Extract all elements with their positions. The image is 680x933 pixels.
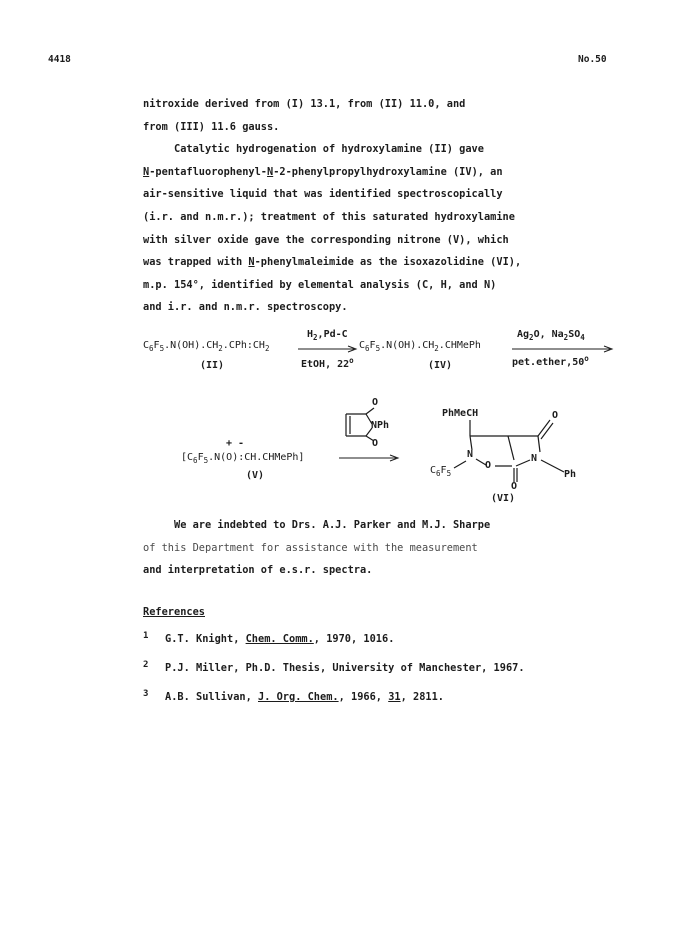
maleimide-carbonyl-bottom: O	[372, 438, 379, 449]
locant-N: N	[143, 165, 150, 178]
reference-journal: J. Org. Chem.	[258, 691, 339, 703]
reference-number: 3	[143, 689, 149, 699]
maleimide-carbonyl-top: O	[372, 397, 379, 408]
isoxazolidine-framework	[454, 420, 564, 482]
reference-1	[143, 631, 394, 645]
reference-authors: A.B. Sullivan,	[165, 691, 258, 703]
text-line: We are indebted to Drs. A.J. Parker and M.J. Sharpe	[143, 519, 491, 531]
text-line: (i.r. and n.m.r.); treatment of this saturated hydroxylamine	[143, 210, 515, 223]
text-line-underlined: N-pentafluorophenyl-N-2-phenylpropylhydroxylamine (IV), an	[143, 165, 503, 178]
reference-journal: Chem. Comm.	[245, 633, 314, 645]
reagent-1-top: $H_2,Pd-C$	[307, 329, 348, 342]
VI-ring-O: O	[485, 460, 492, 471]
VI-C6F5: $C_6F_5$	[430, 465, 452, 478]
text-line: m.p. 154°, identified by elemental analysis (C, H, and N)	[143, 278, 497, 291]
maleimide-NPh: NPh	[371, 420, 390, 431]
text-line: of this Department for assistance with the measurement	[143, 541, 478, 554]
compound-II-label: (II)	[200, 360, 225, 371]
text-line: Catalytic hydrogenation of hydroxylamine (II) gave	[143, 143, 484, 156]
body-paragraph-2	[143, 514, 583, 582]
compound-II-formula: $C_6F_5.N(OH).CH_2.CPh:CH_2$	[143, 340, 270, 353]
maleimide-ring	[346, 408, 374, 441]
VI-carbonyl-O-right: O	[552, 410, 559, 421]
VI-carbonyl-O-bottom: O	[511, 481, 518, 492]
text-line: from (III) 11.6 gauss.	[143, 120, 280, 133]
VI-substituent-PhMeCH: PhMeCH	[442, 408, 479, 419]
locant-N: N	[248, 256, 255, 269]
compound-IV-formula: $C_6F_5.N(OH).CH_2.CHMePh$	[359, 340, 481, 353]
reference-details: , 1970, 1016.	[313, 633, 395, 645]
reference-2	[143, 660, 525, 674]
text-line-underlined: was trapped with N-phenylmaleimide as the isoxazolidine (VI),	[143, 256, 522, 269]
reference-pages: , 2811.	[400, 691, 445, 703]
journal-issue: No.50	[578, 54, 607, 65]
compound-V-label: (V)	[246, 470, 265, 481]
page-number: 4418	[48, 54, 71, 65]
reagent-1-bottom: EtOH, 22$^o$	[301, 356, 354, 370]
reference-number: 1	[143, 631, 149, 641]
VI-ring-N-left: N	[467, 449, 474, 460]
text-line: with silver oxide gave the corresponding nitrone (V), which	[143, 233, 509, 246]
text-line: and interpretation of e.s.r. spectra.	[143, 564, 373, 577]
reagent-2-top: $Ag_2O$, $Na_2SO_4$	[517, 329, 585, 342]
VI-N-phenyl: Ph	[564, 469, 577, 480]
text-line: air-sensitive liquid that was identified spectroscopically	[143, 188, 503, 201]
reference-3	[143, 689, 444, 703]
reference-number: 2	[143, 660, 149, 670]
compound-VI-label: (VI)	[491, 493, 516, 504]
locant-N: N	[267, 165, 274, 178]
reference-volume: 31	[388, 691, 401, 703]
reagent-2-bottom: pet.ether,50$^o$	[512, 354, 589, 368]
compound-IV-label: (IV)	[428, 360, 453, 371]
text-line: and i.r. and n.m.r. spectroscopy.	[143, 301, 348, 314]
references-heading: References	[143, 606, 205, 618]
reference-authors: G.T. Knight,	[165, 633, 246, 645]
compound-V-charges: + -	[226, 438, 245, 449]
VI-ring-N-right: N	[531, 453, 538, 464]
reference-authors: P.J. Miller, Ph.D. Thesis, University of Manchester, 1967.	[165, 662, 525, 674]
compound-V-formula: $[C_6F_5.N(O):CH.CHMePh]$	[181, 452, 305, 465]
reference-year: , 1966,	[338, 691, 389, 703]
text-line: nitroxide derived from (I) 13.1, from (II) 11.0, and	[143, 98, 466, 110]
